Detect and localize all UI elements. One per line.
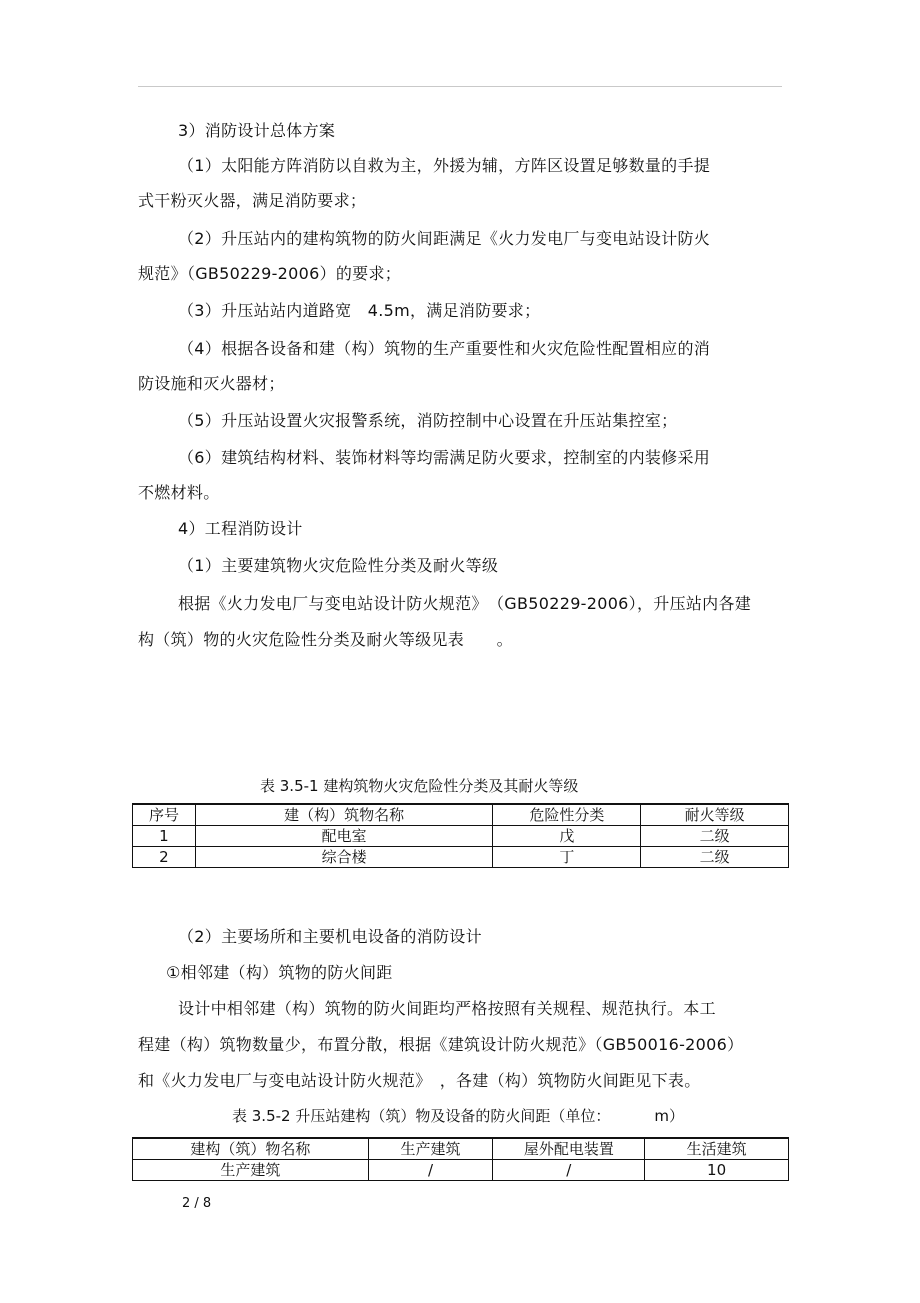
table1-caption: 表 3.5-1 建构筑物火灾危险性分类及其耐火等级 <box>260 777 579 795</box>
table-row <box>133 826 789 847</box>
paragraph-line: 程建（构）筑物数量少，布置分散，根据《建筑设计防火规范》（GB50016-2006） <box>138 1035 744 1054</box>
table-row <box>133 1160 789 1181</box>
table-row <box>133 847 789 868</box>
paragraph-line: 防设施和灭火器材； <box>138 374 285 393</box>
paragraph-line: 规范》（GB50229-2006）的要求； <box>138 264 402 283</box>
table-cell: 综合楼 <box>195 847 493 868</box>
subsection-heading: （2）主要场所和主要机电设备的消防设计 <box>178 927 482 946</box>
table-header-cell: 屋外配电装置 <box>493 1138 645 1160</box>
table-cell: 2 <box>133 847 196 868</box>
section-heading-4: 4）工程消防设计 <box>178 519 303 538</box>
table2-caption-unit: m） <box>654 1107 684 1125</box>
table-header-row <box>133 804 789 826</box>
paragraph-line: 和《火力发电厂与变电站设计防火规范》 ，各建（构）筑物防火间距见下表。 <box>138 1071 701 1090</box>
paragraph-line: 根据《火力发电厂与变电站设计防火规范》 （GB50229-2006），升压站内各建 <box>178 594 752 613</box>
table-cell: / <box>493 1160 645 1181</box>
table-cell: 二级 <box>641 826 789 847</box>
table-header-row <box>133 1138 789 1160</box>
table-cell: 生产建筑 <box>133 1160 369 1181</box>
table2-caption <box>232 1106 684 1126</box>
paragraph-line: （6）建筑结构材料、装饰材料等均需满足防火要求，控制室的内装修采用 <box>178 448 711 467</box>
paragraph-line: 设计中相邻建（构）筑物的防火间距均严格按照有关规程、规范执行。本工 <box>178 999 716 1018</box>
subsection-heading: （1）主要建筑物火灾危险性分类及耐火等级 <box>178 556 499 575</box>
table-header-cell: 生产建筑 <box>368 1138 493 1160</box>
table-cell: 二级 <box>641 847 789 868</box>
paragraph-line: 构（筑）物的火灾危险性分类及耐火等级见表 。 <box>138 630 513 649</box>
paragraph-line: （1）太阳能方阵消防以自救为主，外援为辅，方阵区设置足够数量的手提 <box>178 156 711 175</box>
table-header-cell: 序号 <box>133 804 196 826</box>
page-number: 2 / 8 <box>182 1196 212 1211</box>
table-header-cell: 建构（筑）物名称 <box>133 1138 369 1160</box>
fire-distance-table <box>132 1137 789 1181</box>
subsection-heading: ①相邻建（构）筑物的防火间距 <box>166 963 393 982</box>
table-header-cell: 生活建筑 <box>645 1138 789 1160</box>
table-cell: 10 <box>645 1160 789 1181</box>
table-cell: 配电室 <box>195 826 493 847</box>
table-cell: / <box>368 1160 493 1181</box>
table-cell: 丁 <box>493 847 641 868</box>
paragraph-line: 不燃材料。 <box>138 483 220 502</box>
paragraph-line: （5）升压站设置火灾报警系统，消防控制中心设置在升压站集控室； <box>178 411 678 430</box>
fire-rating-table <box>132 803 789 868</box>
table-cell: 1 <box>133 826 196 847</box>
section-heading-3: 3）消防设计总体方案 <box>178 121 336 140</box>
table-header-cell: 建（构）筑物名称 <box>195 804 493 826</box>
paragraph-line: 式干粉灭火器，满足消防要求； <box>138 191 367 210</box>
table-header-cell: 耐火等级 <box>641 804 789 826</box>
paragraph-line: （3）升压站站内道路宽 4.5m，满足消防要求； <box>178 301 541 320</box>
header-rule <box>138 86 782 87</box>
paragraph-line: （2）升压站内的建构筑物的防火间距满足《火力发电厂与变电站设计防火 <box>178 229 711 248</box>
paragraph-line: （4）根据各设备和建（构）筑物的生产重要性和火灾危险性配置相应的消 <box>178 339 711 358</box>
table-cell: 戊 <box>493 826 641 847</box>
table-header-cell: 危险性分类 <box>493 804 641 826</box>
table2-caption-text: 表 3.5-2 升压站建构（筑）物及设备的防火间距（单位： <box>232 1107 611 1125</box>
